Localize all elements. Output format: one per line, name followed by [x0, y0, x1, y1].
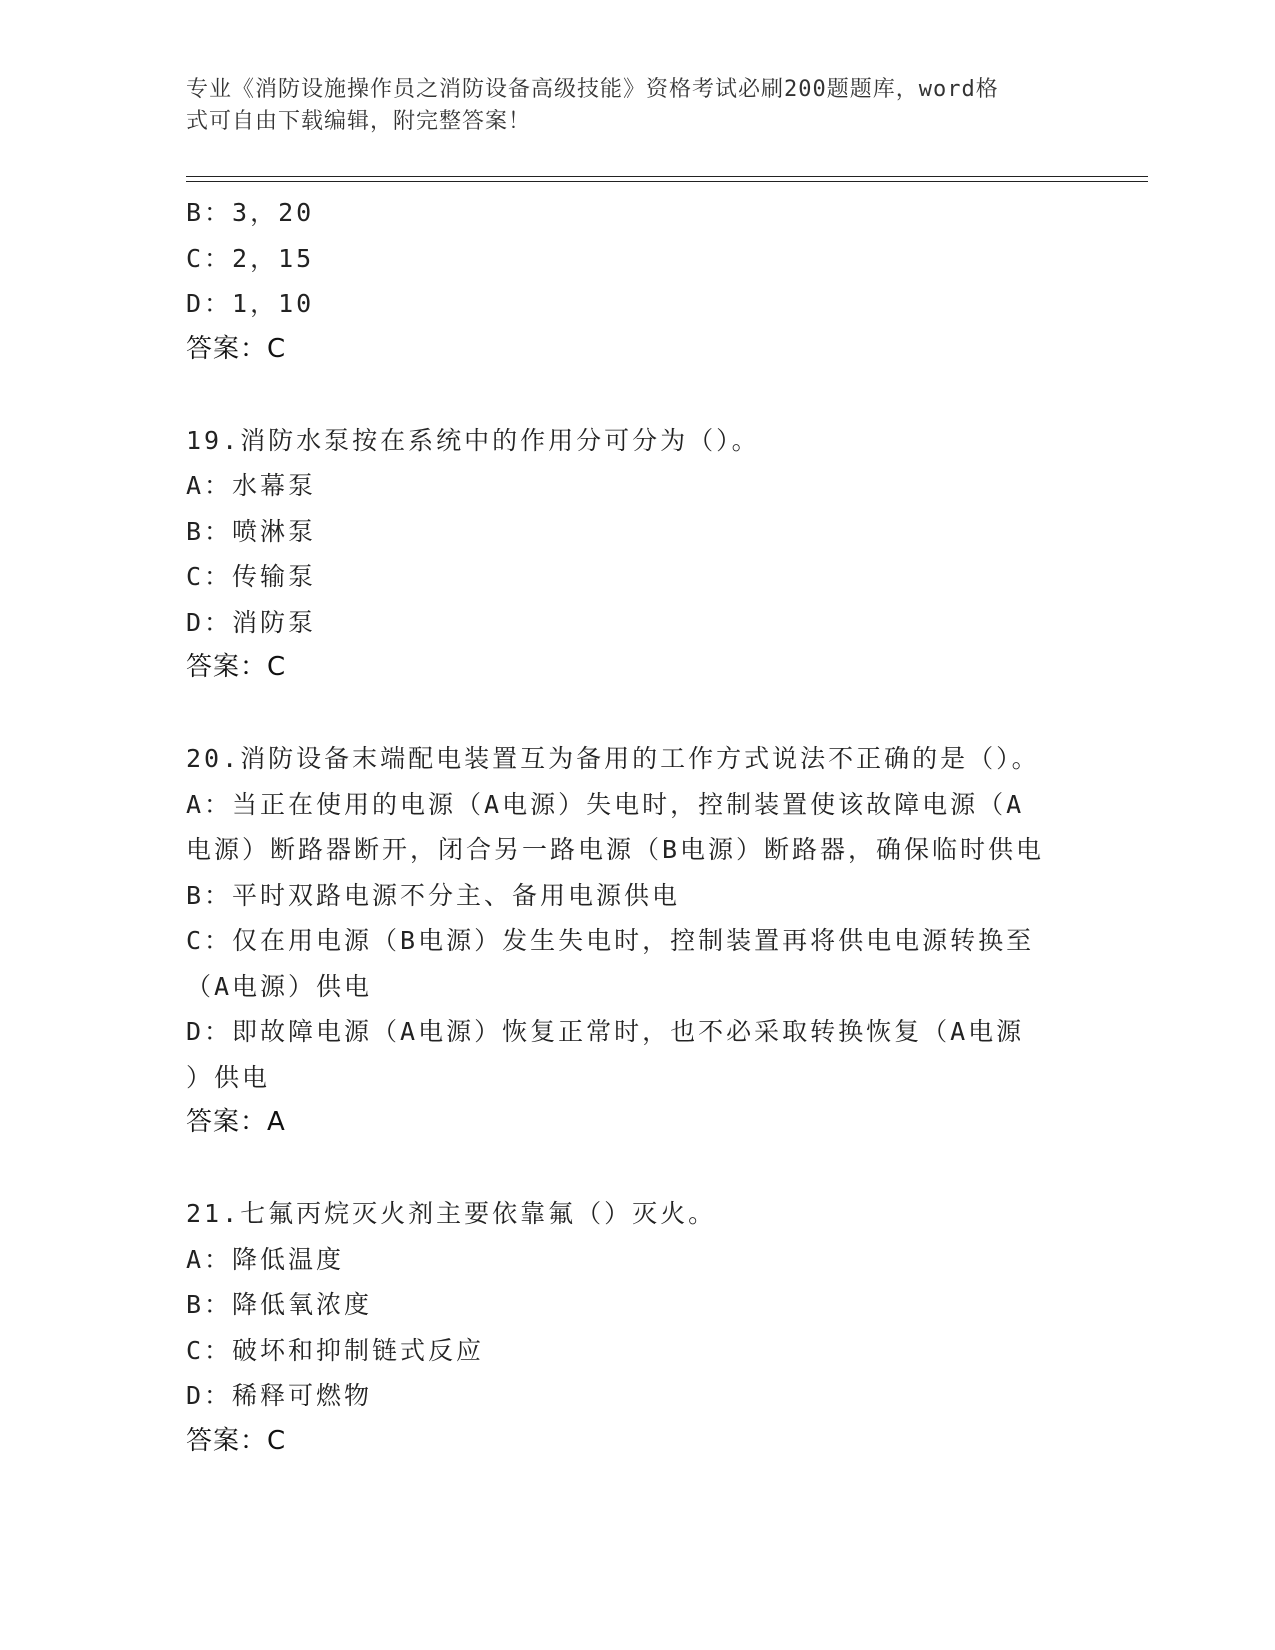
option-d-line-1: D：即故障电源（A电源）恢复正常时，也不必采取转换恢复（A电源 [186, 1017, 1025, 1046]
option-b: B：喷淋泵 [186, 516, 317, 546]
answer: 答案：A [186, 1107, 286, 1137]
option-c-line-2: （A电源）供电 [186, 971, 373, 1001]
header-divider-bottom [186, 181, 1148, 182]
option-a-line-1: A：当正在使用的电源（A电源）失电时，控制装置使该故障电源（A [186, 789, 1025, 819]
question-21 [186, 1191, 1086, 1464]
document-header [186, 74, 1066, 138]
spacer [186, 1146, 1086, 1192]
question-19 [186, 418, 1086, 691]
option-b: B：3，20 [186, 198, 315, 227]
question-list [186, 190, 1086, 1464]
header-divider-top [186, 176, 1148, 177]
option-d: D：消防泵 [186, 607, 317, 637]
spacer [186, 691, 1086, 737]
spacer [186, 372, 1086, 418]
question-18-tail [186, 190, 1086, 372]
option-c: C：传输泵 [186, 562, 317, 591]
answer: 答案：C [186, 1425, 287, 1456]
option-d: D：稀释可燃物 [186, 1381, 373, 1410]
question-stem: 20.消防设备末端配电装置互为备用的工作方式说法不正确的是（）。 [186, 744, 1040, 773]
answer: 答案：C [186, 652, 287, 682]
question-20 [186, 736, 1086, 1146]
answer: 答案：C [186, 333, 287, 364]
option-c: C：破坏和抑制链式反应 [186, 1335, 485, 1365]
header-line-1: 专业《消防设施操作员之消防设备高级技能》资格考试必刷200题题库，word格 [186, 77, 999, 102]
question-stem: 21.七氟丙烷灭火剂主要依靠氟（）灭火。 [186, 1199, 717, 1228]
option-a: A：降低温度 [186, 1244, 345, 1274]
option-b: B：降低氧浓度 [186, 1290, 373, 1319]
option-b: B：平时双路电源不分主、备用电源供电 [186, 880, 681, 910]
header-line-2: 式可自由下载编辑，附完整答案！ [186, 109, 532, 134]
option-c: C：2，15 [186, 243, 315, 273]
option-a: A：水幕泵 [186, 471, 317, 500]
option-d: D：1，10 [186, 289, 315, 318]
option-c-line-1: C：仅在用电源（B电源）发生失电时，控制装置再将供电电源转换至 [186, 926, 1035, 955]
question-stem: 19.消防水泵按在系统中的作用分可分为（）。 [186, 425, 760, 455]
option-a-line-2: 电源）断路器断开，闭合另一路电源（B电源）断路器，确保临时供电 [186, 835, 1045, 864]
option-d-line-2: ）供电 [186, 1062, 271, 1092]
